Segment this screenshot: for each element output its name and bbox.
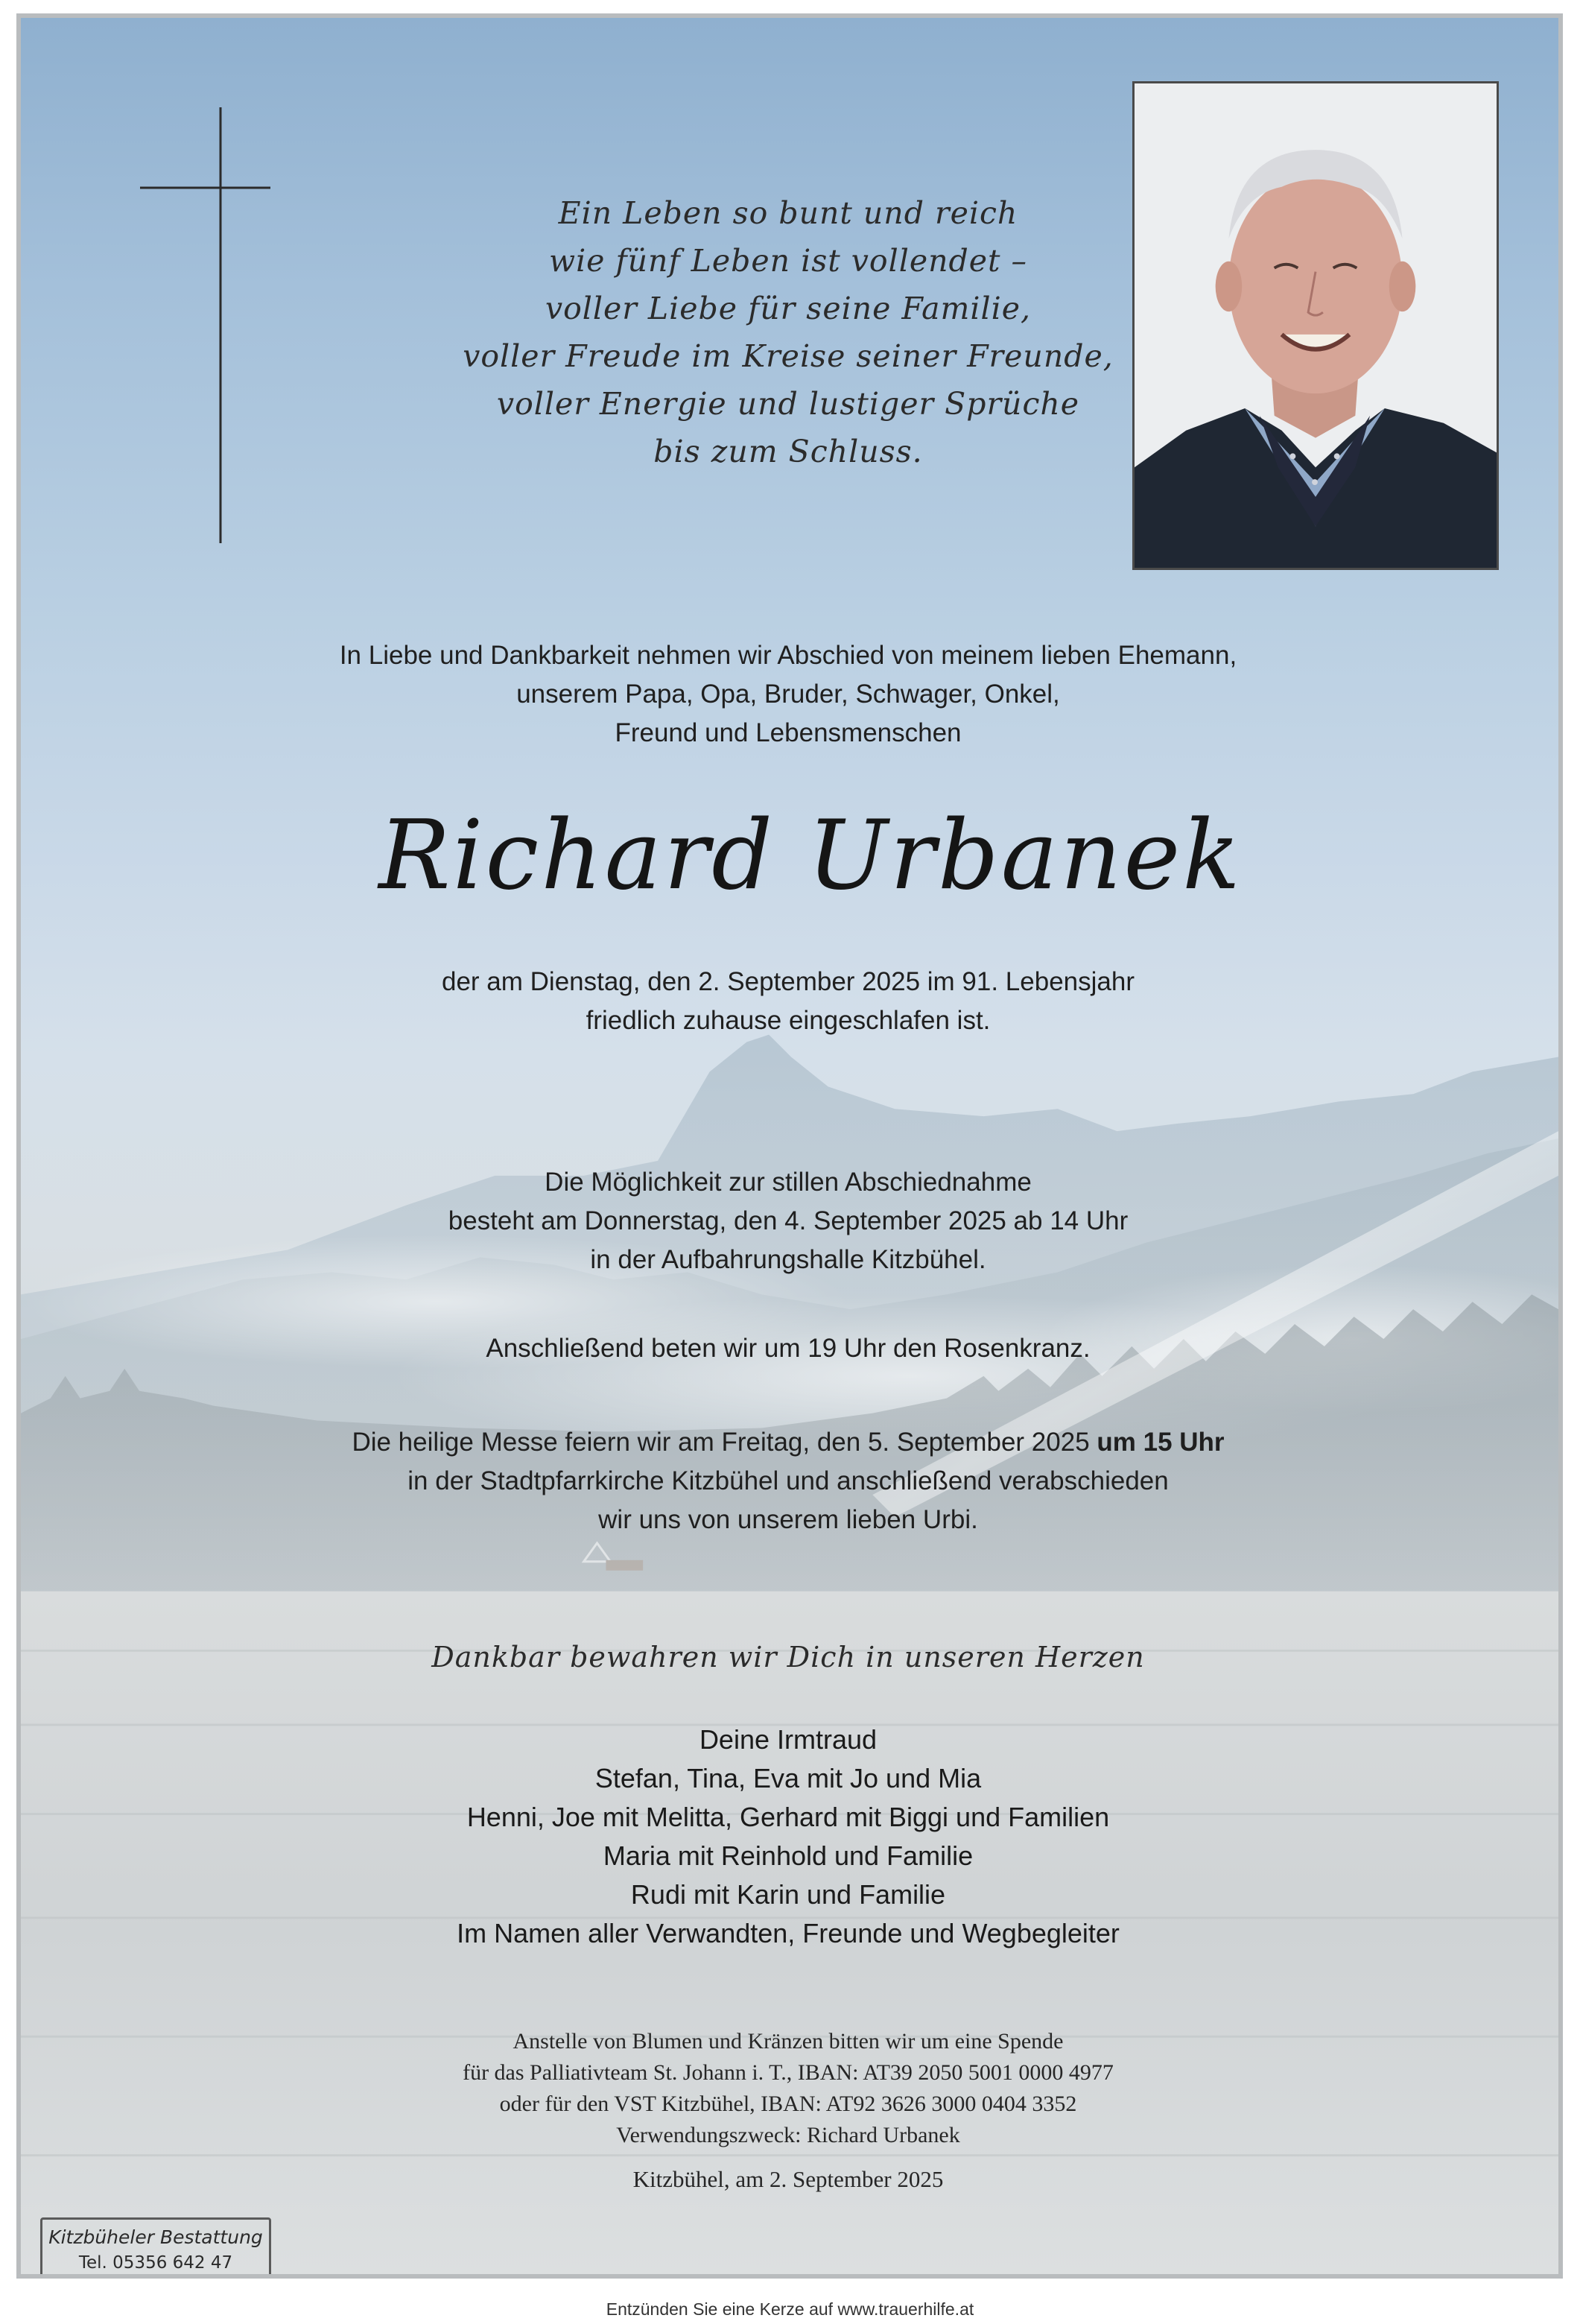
undertaker-name: Kitzbüheler Bestattung bbox=[48, 2226, 263, 2248]
family-line: Rudi mit Karin und Familie bbox=[630, 1879, 946, 1910]
death-notice bbox=[155, 963, 1421, 1040]
mass-line-text: Die heilige Messe feiern wir am Freitag, den 5. September 2025 bbox=[352, 1428, 1097, 1457]
poem-line: bis zum Schluss. bbox=[653, 434, 923, 469]
poem-line: Ein Leben so bunt und reich bbox=[558, 195, 1018, 231]
death-notice-line: der am Dienstag, den 2. September 2025 im 91. Lebensjahr bbox=[441, 967, 1135, 996]
family-line: Im Namen aller Verwandten, Freunde und Wegbegleiter bbox=[457, 1918, 1120, 1948]
rosary-line: Anschließend beten wir um 19 Uhr den Rosenkranz. bbox=[486, 1334, 1091, 1363]
obituary-card bbox=[16, 13, 1563, 2279]
donation-line: Anstelle von Blumen und Kränzen bitten wir um eine Spende bbox=[513, 2029, 1064, 2054]
cross-icon bbox=[140, 107, 289, 554]
family-line: Deine Irmtraud bbox=[699, 1724, 878, 1755]
intro-line: unserem Papa, Opa, Bruder, Schwager, Onkel, bbox=[516, 680, 1060, 709]
poem-line: voller Freude im Kreise seiner Freunde, bbox=[463, 338, 1114, 374]
donation-line: Verwendungszweck: Richard Urbanek bbox=[616, 2123, 960, 2147]
mass-line bbox=[155, 1423, 1421, 1462]
viewing-line: besteht am Donnerstag, den 4. September 2025 ab 14 Uhr bbox=[448, 1206, 1129, 1235]
family-line: Maria mit Reinhold und Familie bbox=[603, 1840, 974, 1871]
rosary-info bbox=[155, 1329, 1421, 1368]
mass-line: in der Stadtpfarrkirche Kitzbühel und anschließend verabschieden bbox=[407, 1466, 1169, 1495]
family-line: Stefan, Tina, Eva mit Jo und Mia bbox=[594, 1763, 982, 1793]
undertaker-phone: Tel. 05356 642 47 bbox=[78, 2253, 233, 2273]
place-date: Kitzbühel, am 2. September 2025 bbox=[632, 2166, 944, 2192]
mass-info bbox=[155, 1423, 1421, 1539]
mass-time: um 15 Uhr bbox=[1097, 1428, 1225, 1457]
family-list bbox=[155, 1720, 1421, 1953]
poem-line: wie fünf Leben ist vollendet – bbox=[548, 243, 1028, 279]
intro-line: Freund und Lebensmenschen bbox=[615, 718, 962, 747]
donation-line: oder für den VST Kitzbühel, IBAN: AT92 3626 3000 0404 3352 bbox=[499, 2092, 1077, 2116]
intro-line: In Liebe und Dankbarkeit nehmen wir Abschied von meinem lieben Ehemann, bbox=[339, 641, 1237, 670]
viewing-line: in der Aufbahrungshalle Kitzbühel. bbox=[590, 1245, 986, 1274]
donation-line: für das Palliativteam St. Johann i. T., IBAN: AT39 2050 5001 0000 4977 bbox=[463, 2060, 1114, 2085]
undertaker-logo bbox=[40, 2217, 271, 2279]
death-notice-line: friedlich zuhause eingeschlafen ist. bbox=[586, 1006, 991, 1035]
portrait-photo bbox=[1132, 81, 1499, 570]
thanks-line: Dankbar bewahren wir Dich in unseren Herzen bbox=[431, 1641, 1145, 1674]
intro-text bbox=[155, 636, 1421, 753]
candle-footer-link[interactable]: Entzünden Sie eine Kerze auf www.trauerhilfe.at bbox=[606, 2299, 974, 2319]
mass-line: wir uns von unserem lieben Urbi. bbox=[598, 1505, 978, 1534]
donation-request bbox=[155, 2026, 1421, 2151]
viewing-line: Die Möglichkeit zur stillen Abschiednahme bbox=[545, 1168, 1032, 1197]
poem-line: voller Liebe für seine Familie, bbox=[545, 291, 1032, 326]
viewing-info bbox=[155, 1163, 1421, 1279]
deceased-name: Richard Urbanek bbox=[378, 800, 1243, 911]
poem-line: voller Energie und lustiger Sprüche bbox=[496, 386, 1080, 422]
family-line: Henni, Joe mit Melitta, Gerhard mit Biggi und Familien bbox=[466, 1802, 1110, 1832]
